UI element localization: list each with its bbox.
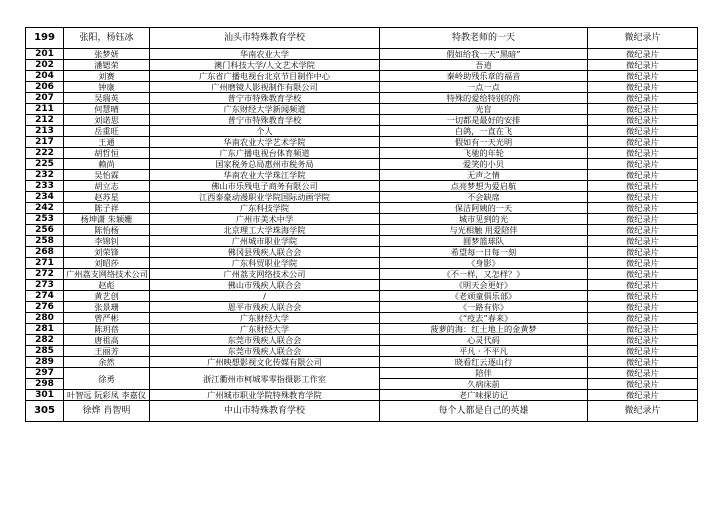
category-cell: 微纪录片 [588,126,698,137]
work-title-cell: 菠萝的海：红土地上的金黄梦 [380,324,588,335]
table-row [26,49,698,60]
work-title-cell: 希望每一日每一刻 [380,247,588,258]
organization-cell: 华南农业大学艺术学院 [150,137,380,148]
category-cell: 微纪录片 [588,335,698,346]
author-cell: 曾严彬 [64,313,150,324]
category-cell: 微纪录片 [588,302,698,313]
table-row [26,159,698,170]
author-cell: 吴怡霖 [64,170,150,181]
work-title-cell: 《老顽童俱乐部》 [380,291,588,302]
category-cell: 微纪录片 [588,71,698,82]
row-number-cell: 256 [26,225,64,236]
work-title-cell: 吾逍 [380,60,588,71]
table-row [26,115,698,126]
organization-cell: 广东财经大学 [150,313,380,324]
table-row [26,368,698,379]
organization-cell: 广东省广播电视台北京节目制作中心 [150,71,380,82]
author-cell: 张景珊 [64,302,150,313]
organization-cell: 佛冈县残疾人联合会 [150,247,380,258]
category-cell: 微纪录片 [588,324,698,335]
author-cell: 赵彪 [64,280,150,291]
row-number-cell: 282 [26,335,64,346]
table-row [26,346,698,357]
author-cell: 唐祖高 [64,335,150,346]
organization-cell: 中山市特殊教育学校 [150,401,380,422]
author-cell: 刘昭莎 [64,258,150,269]
table-row [26,137,698,148]
author-cell: 王丽芳 [64,346,150,357]
work-title-cell: 晓看红云逐山行 [380,357,588,368]
author-cell: 陈子祥 [64,203,150,214]
work-title-cell: 假如有一天光明 [380,137,588,148]
row-number-cell: 274 [26,291,64,302]
row-number-cell: 212 [26,115,64,126]
author-cell: 钟康 [64,82,150,93]
author-cell: 广州荔支网络技术公司 [64,269,150,280]
work-title-cell: 无声之情 [380,170,588,181]
row-number-cell: 289 [26,357,64,368]
row-number-cell: 298 [26,379,64,390]
row-number-cell: 258 [26,236,64,247]
row-number-cell: 268 [26,247,64,258]
organization-cell: 国家税务总局惠州市税务局 [150,159,380,170]
organization-cell: 北京理工大学珠海学院 [150,225,380,236]
author-cell: 徐勇 [64,368,150,390]
author-cell: 王通 [64,137,150,148]
award-list-table [25,27,698,422]
work-title-cell: 一点一点 [380,82,588,93]
row-number-cell: 207 [26,93,64,104]
table-row [26,357,698,368]
organization-cell: 汕头市特殊教育学校 [150,28,380,49]
category-cell: 微纪录片 [588,258,698,269]
row-number-cell: 202 [26,60,64,71]
work-title-cell: 点亮梦想为爱启航 [380,181,588,192]
work-title-cell: 《不一样，又怎样？》 [380,269,588,280]
category-cell: 微纪录片 [588,203,698,214]
category-cell: 微纪录片 [588,159,698,170]
table-row [26,93,698,104]
row-number-cell: 225 [26,159,64,170]
table-row [26,148,698,159]
author-cell: 陈玥蓓 [64,324,150,335]
table-row [26,313,698,324]
organization-cell: 浙江衢州市柯城零零指摄影工作室 [150,368,380,390]
row-number-cell: 222 [26,148,64,159]
category-cell: 微纪录片 [588,236,698,247]
work-title-cell: 城市见到的光 [380,214,588,225]
row-number-cell: 242 [26,203,64,214]
organization-cell: 普宁市特殊教育学校 [150,93,380,104]
table-row [26,214,698,225]
row-number-cell: 301 [26,390,64,401]
work-title-cell: 光盲 [380,104,588,115]
organization-cell: 广州荔支网络技术公司 [150,269,380,280]
author-cell: 张阳，杨钰冰 [64,28,150,49]
table-row [26,258,698,269]
table-row [26,126,698,137]
organization-cell: 东莞市残疾人联合会 [150,335,380,346]
table-row [26,170,698,181]
work-title-cell: 《一路有你》 [380,302,588,313]
organization-cell: 广东科贸职业学院 [150,258,380,269]
category-cell: 微纪录片 [588,192,698,203]
author-cell: 黄艺创 [64,291,150,302]
row-number-cell: 217 [26,137,64,148]
row-number-cell: 213 [26,126,64,137]
organization-cell: 佛山市乐残电子商务有限公司 [150,181,380,192]
category-cell: 微纪录片 [588,368,698,379]
organization-cell: 佛山市残疾人联合会 [150,280,380,291]
category-cell: 微纪录片 [588,291,698,302]
table-row [26,60,698,71]
author-cell: 赖尚 [64,159,150,170]
work-title-cell: 与光相触 用爱陪伴 [380,225,588,236]
category-cell: 微纪录片 [588,247,698,258]
row-number-cell: 273 [26,280,64,291]
organization-cell: 华南农业大学珠江学院 [150,170,380,181]
organization-cell: 东莞市残疾人联合会 [150,346,380,357]
author-cell: 李锦钊 [64,236,150,247]
category-cell: 微纪录片 [588,82,698,93]
row-number-cell: 232 [26,170,64,181]
author-cell: 刘赛 [64,71,150,82]
category-cell: 微纪录片 [588,379,698,390]
author-cell: 张梦妍 [64,49,150,60]
category-cell: 微纪录片 [588,313,698,324]
work-title-cell: 久病床前 [380,379,588,390]
table-row [26,181,698,192]
author-cell: 杨坤潇 朱颖姗 [64,214,150,225]
author-cell: 赵苏星 [64,192,150,203]
work-title-cell: 圆梦篮球队 [380,236,588,247]
work-title-cell: 心灵代码 [380,335,588,346]
organization-cell: 广州磨镜人影视制作有限公司 [150,82,380,93]
organization-cell: 广州城市职业学院 [150,236,380,247]
row-number-cell: 233 [26,181,64,192]
category-cell: 微纪录片 [588,181,698,192]
author-cell: 叶智远 阮彩凤 李嘉仪 [64,390,150,401]
author-cell: 何慧晴 [64,104,150,115]
category-cell: 微纪录片 [588,401,698,422]
table-row [26,28,698,49]
organization-cell: 广州市美术中学 [150,214,380,225]
table-row [26,203,698,214]
organization-cell: 江西泰豪动漫职业学院国际动画学院 [150,192,380,203]
work-title-cell: 每个人都是自己的英雄 [380,401,588,422]
category-cell: 微纪录片 [588,170,698,181]
organization-cell: 广州城市职业学院特殊教育学院 [150,390,380,401]
work-title-cell: 《身影》 [380,258,588,269]
table-row [26,335,698,346]
table-row [26,236,698,247]
table-row [26,401,698,422]
row-number-cell: 201 [26,49,64,60]
row-number-cell: 206 [26,82,64,93]
table-row [26,269,698,280]
author-cell: 陈怡杨 [64,225,150,236]
category-cell: 微纪录片 [588,214,698,225]
author-cell: 徐烨 肖智明 [64,401,150,422]
row-number-cell: 285 [26,346,64,357]
row-number-cell: 272 [26,269,64,280]
category-cell: 微纪录片 [588,357,698,368]
category-cell: 微纪录片 [588,390,698,401]
category-cell: 微纪录片 [588,28,698,49]
row-number-cell: 280 [26,313,64,324]
row-number-cell: 305 [26,401,64,422]
table-row [26,225,698,236]
organization-cell: 广东广播电视台体育频道 [150,148,380,159]
author-cell: 吴瑞英 [64,93,150,104]
category-cell: 微纪录片 [588,280,698,291]
row-number-cell: 234 [26,192,64,203]
category-cell: 微纪录片 [588,49,698,60]
category-cell: 微纪录片 [588,346,698,357]
organization-cell: 广东财经大学 [150,324,380,335]
category-cell: 微纪录片 [588,269,698,280]
table-row [26,302,698,313]
work-title-cell: 一切都是最好的安排 [380,115,588,126]
work-title-cell: 不会缺席 [380,192,588,203]
author-cell: 胡哲恒 [64,148,150,159]
author-cell: 岳重旺 [64,126,150,137]
organization-cell: 广东科技学院 [150,203,380,214]
category-cell: 微纪录片 [588,137,698,148]
work-title-cell: 爱笑的小贝 [380,159,588,170]
work-title-cell: 特教老师的一天 [380,28,588,49]
table-row [26,390,698,401]
category-cell: 微纪录片 [588,225,698,236]
table-row [26,247,698,258]
work-title-cell: 秦岭助残乐章的福音 [380,71,588,82]
organization-cell: / [150,291,380,302]
work-title-cell: 特殊的爱给特别的你 [380,93,588,104]
row-number-cell: 276 [26,302,64,313]
author-cell: 刘诺思 [64,115,150,126]
table-row [26,82,698,93]
table-body [26,28,698,422]
author-cell: 余然 [64,357,150,368]
table-row [26,71,698,82]
work-title-cell: 《“疫去”春来》 [380,313,588,324]
organization-cell: 广东财经大学新闻频道 [150,104,380,115]
work-title-cell: 老广味探访记 [380,390,588,401]
row-number-cell: 204 [26,71,64,82]
organization-cell: 华南农业大学 [150,49,380,60]
organization-cell: 个人 [150,126,380,137]
work-title-cell: 白鸽，一直在飞 [380,126,588,137]
work-title-cell: 保洁阿姨的一天 [380,203,588,214]
category-cell: 微纪录片 [588,60,698,71]
organization-cell: 普宁市特殊教育学校 [150,115,380,126]
table-row [26,192,698,203]
row-number-cell: 253 [26,214,64,225]
row-number-cell: 211 [26,104,64,115]
table-row [26,104,698,115]
work-title-cell: 假如给我一天“黑暗” [380,49,588,60]
category-cell: 微纪录片 [588,115,698,126]
author-cell: 胡立志 [64,181,150,192]
table-row [26,280,698,291]
organization-cell: 恩平市残疾人联合会 [150,302,380,313]
category-cell: 微纪录片 [588,148,698,159]
table-row [26,324,698,335]
category-cell: 微纪录片 [588,104,698,115]
work-title-cell: 陪伴 [380,368,588,379]
author-cell: 刘荣锋 [64,247,150,258]
work-title-cell: 《明天会更好》 [380,280,588,291]
work-title-cell: 平凡 · 不平凡 [380,346,588,357]
row-number-cell: 199 [26,28,64,49]
work-title-cell: 飞驰的年轮 [380,148,588,159]
row-number-cell: 297 [26,368,64,379]
organization-cell: 广州映想影视文化传媒有限公司 [150,357,380,368]
row-number-cell: 281 [26,324,64,335]
organization-cell: 澳门科技大学/人文艺术学院 [150,60,380,71]
author-cell: 潘锶荣 [64,60,150,71]
category-cell: 微纪录片 [588,93,698,104]
row-number-cell: 271 [26,258,64,269]
table-row [26,291,698,302]
